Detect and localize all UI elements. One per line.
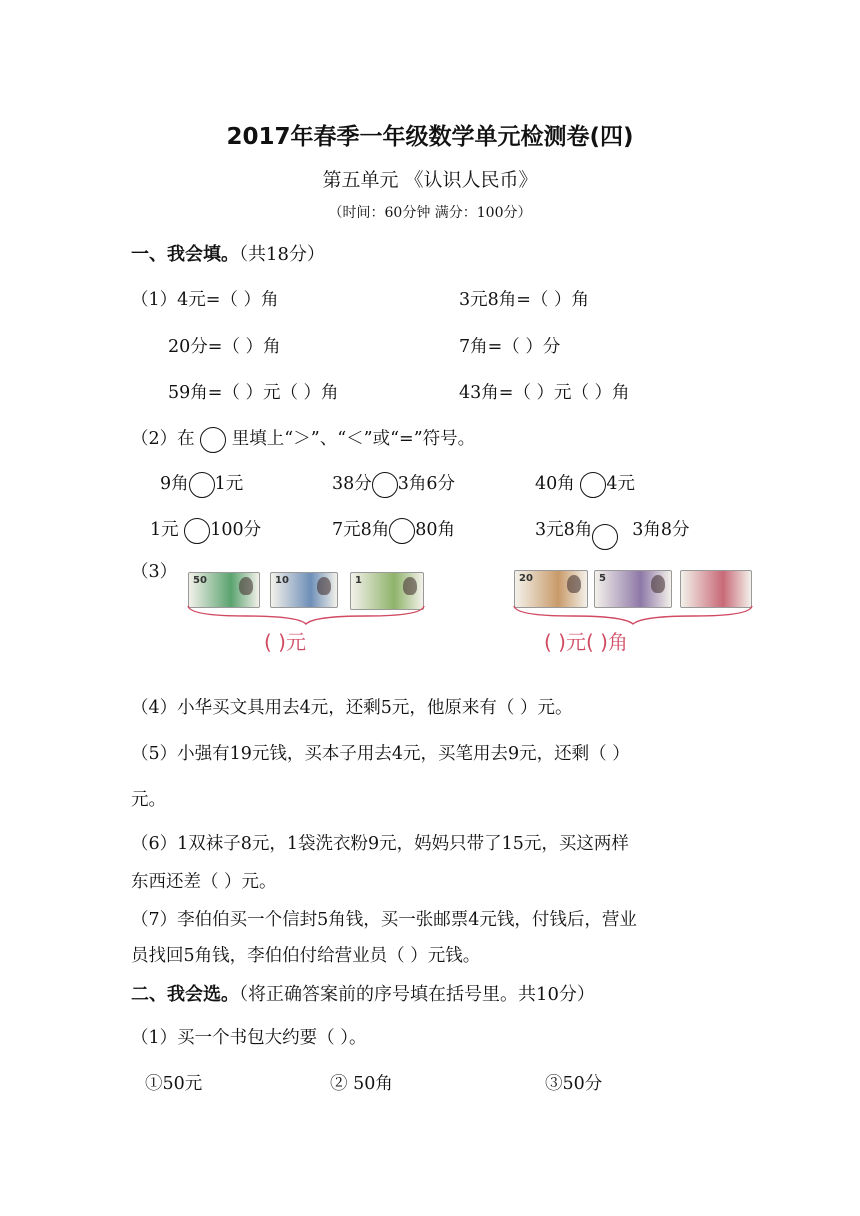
q1-row3-right: 43角=（ ）元（ ）角 [459,383,630,403]
q1-row1-left: （1）4元=（ ）角 [131,290,279,310]
portrait-icon [403,577,417,595]
compare-right: 100分 [210,520,262,540]
compare-right: 80角 [415,520,456,540]
portrait-icon [317,577,331,595]
s2-q1-option-1: ①50元 [145,1074,203,1094]
compare-item [535,516,690,544]
compare-left: 40角 [535,474,575,494]
s2-q1-text: （1）买一个书包大约要（ ）。 [131,1028,367,1048]
compare-item [332,470,455,498]
q2-intro-a: （2）在 [131,429,195,449]
q6-line2: 东西还差（ ）元。 [131,872,277,892]
banknote-denom: 10 [275,575,289,586]
banknote-10 [270,572,338,608]
compare-circle[interactable] [389,518,415,544]
banknote-denom: 1 [355,575,362,586]
q6-line1: （6）1双袜子8元，1袋洗衣粉9元，妈妈只带了15元，买这两样 [131,834,629,854]
compare-circle[interactable] [580,472,606,498]
q2-intro-b: 里填上“＞”、“＜”或“=”符号。 [231,429,476,449]
compare-left: 7元8角 [332,520,390,540]
banknote-denom: 50 [193,575,207,586]
left-brace [186,604,426,626]
compare-left: 9角 [160,474,189,494]
exam-meta: （时间：60分钟 满分：100分） [328,205,532,221]
portrait-icon [239,577,253,595]
q1-row3-left: 59角=（ ）元（ ）角 [168,383,339,403]
compare-circle[interactable] [189,472,215,498]
q1-row2-left: 20分=（ ）角 [168,337,281,357]
compare-right: 3角6分 [397,474,456,494]
s2-q1-option-3: ③50分 [545,1074,603,1094]
q1-row1-right: 3元8角=（ ）角 [459,290,589,310]
banknote-5 [594,570,672,608]
page-title: 2017年春季一年级数学单元检测卷(四) [226,124,634,150]
compare-circle[interactable] [184,518,210,544]
compare-right: 4元 [606,474,635,494]
section2-heading [131,980,595,1006]
compare-item [160,470,243,498]
section2-title: 二、我会选。 [131,984,239,1005]
compare-left: 1元 [150,520,179,540]
q2-intro [131,425,475,453]
q7-line2: 员找回5角钱，李伯伯付给营业员（ ）元钱。 [131,946,481,966]
compare-left: 38分 [332,474,372,494]
q5-line1: （5）小强有19元钱，买本子用去4元，买笔用去9元，还剩（ ） [131,744,630,764]
compare-item [150,516,261,544]
s2-q1-option-2: ② 50角 [330,1074,393,1094]
section1-title: 一、我会填。 [131,244,239,265]
banknote-jiao [680,570,752,608]
unit-subtitle: 第五单元 《认识人民币》 [322,169,538,191]
q7-line1: （7）李伯伯买一个信封5角钱，买一张邮票4元钱，付钱后，营业 [131,910,637,930]
right-brace [512,604,754,626]
q1-row2-right: 7角=（ ）分 [459,337,561,357]
compare-circle[interactable] [372,472,398,498]
compare-right: 3角8分 [632,520,690,540]
section2-points: （将正确答案前的序号填在括号里。共10分） [239,984,595,1005]
compare-item [535,470,635,498]
section1-heading [131,240,325,266]
compare-right: 1元 [214,474,244,494]
circle-icon [200,427,226,453]
q3-label: （3） [131,562,178,582]
banknote-denom: 5 [599,573,606,584]
q5-line2: 元。 [131,790,166,810]
banknote-denom: 20 [519,573,533,584]
compare-circle[interactable] [592,524,618,550]
q4-text: （4）小华买文具用去4元，还剩5元，他原来有（ ）元。 [131,698,573,718]
banknote-20 [514,570,588,608]
q3-left-answer: ( )元 [264,630,306,654]
banknote-50 [188,572,260,608]
compare-left: 3元8角 [535,520,593,540]
compare-item [332,516,455,544]
portrait-icon [651,575,665,593]
section1-points: （共18分） [239,244,325,265]
q3-right-answer: ( )元( )角 [544,630,628,654]
portrait-icon [567,575,581,593]
